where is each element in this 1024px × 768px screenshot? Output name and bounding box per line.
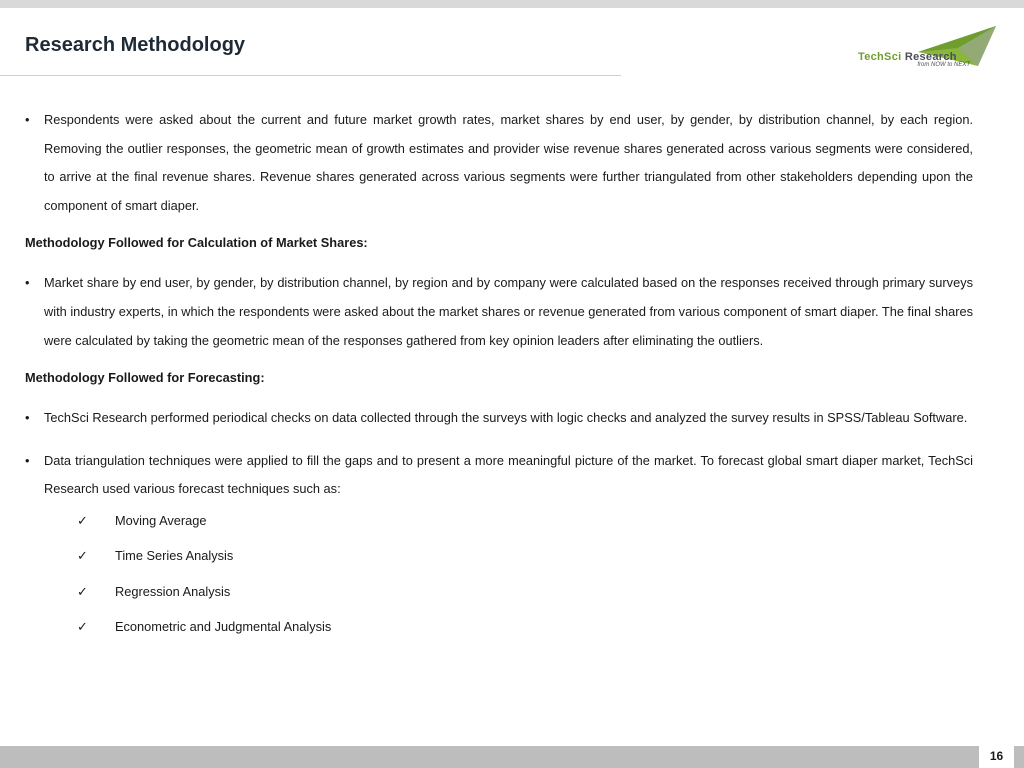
footer-bar (0, 746, 1024, 768)
logo-word-techsci: TechSci (858, 51, 902, 63)
technique-label: Time Series Analysis (115, 548, 234, 564)
checkmark-icon: ✓ (77, 583, 88, 599)
list-item (25, 583, 973, 619)
bullet-periodical-checks (25, 404, 973, 433)
bullet-market-share (25, 269, 973, 355)
page-number: 16 (979, 744, 1014, 768)
logo-word-research: Research (904, 51, 957, 63)
technique-label: Regression Analysis (115, 583, 231, 599)
list-item (25, 512, 973, 548)
title-divider (0, 75, 621, 76)
checkmark-icon: ✓ (77, 548, 88, 564)
top-bar (0, 0, 1024, 8)
section-heading-forecasting: Methodology Followed for Forecasting: (25, 370, 265, 386)
forecast-techniques-list (25, 512, 973, 654)
section-heading-market-shares: Methodology Followed for Calculation of Market Shares: (25, 235, 368, 251)
page-title: Research Methodology (25, 34, 246, 56)
list-item (25, 618, 973, 654)
bullet-dot: • (25, 275, 30, 291)
list-item (25, 547, 973, 583)
content-area (25, 106, 973, 654)
logo-tagline: from NOW to NEXT (917, 62, 970, 68)
bullet-respondents (25, 106, 973, 220)
checkmark-icon: ✓ (77, 512, 88, 528)
bullet-dot: • (25, 410, 30, 426)
bullet-data-triangulation (25, 447, 973, 504)
bullet-dot: • (25, 452, 30, 468)
technique-label: Moving Average (115, 512, 207, 528)
technique-label: Econometric and Judgmental Analysis (115, 619, 332, 635)
techsci-logo (858, 24, 1000, 72)
bullet-text: Respondents were asked about the current and future market growth rates, market shares by end user, by gender, by distribution channel, by each region. Removing the outlier responses, the geometric mean of growth estimates and provider wise revenue shares generated across various segments were considered, to arrive at the final revenue shares. Revenue shares generated across various segments were further triangulated from other stakeholders depending upon the component of smart diaper. (44, 112, 973, 213)
bullet-dot: • (25, 112, 30, 127)
checkmark-icon: ✓ (77, 619, 88, 635)
bullet-text: Data triangulation techniques were applied to fill the gaps and to present a more meaningful picture of the market. To forecast global smart diaper market, TechSci Research used various forecast techniques such as: (44, 452, 973, 497)
bullet-text: Market share by end user, by gender, by distribution channel, by region and by company were calculated based on the responses received through primary surveys with industry experts, in which the respondents were asked about the market shares or revenue generated from various component of smart diaper. The final shares were calculated by taking the geometric mean of the responses gathered from key opinion leaders after eliminating the outliers. (44, 275, 973, 348)
bullet-text: TechSci Research performed periodical checks on data collected through the surveys with logic checks and analyzed the survey results in SPSS/Tableau Software. (44, 410, 968, 426)
